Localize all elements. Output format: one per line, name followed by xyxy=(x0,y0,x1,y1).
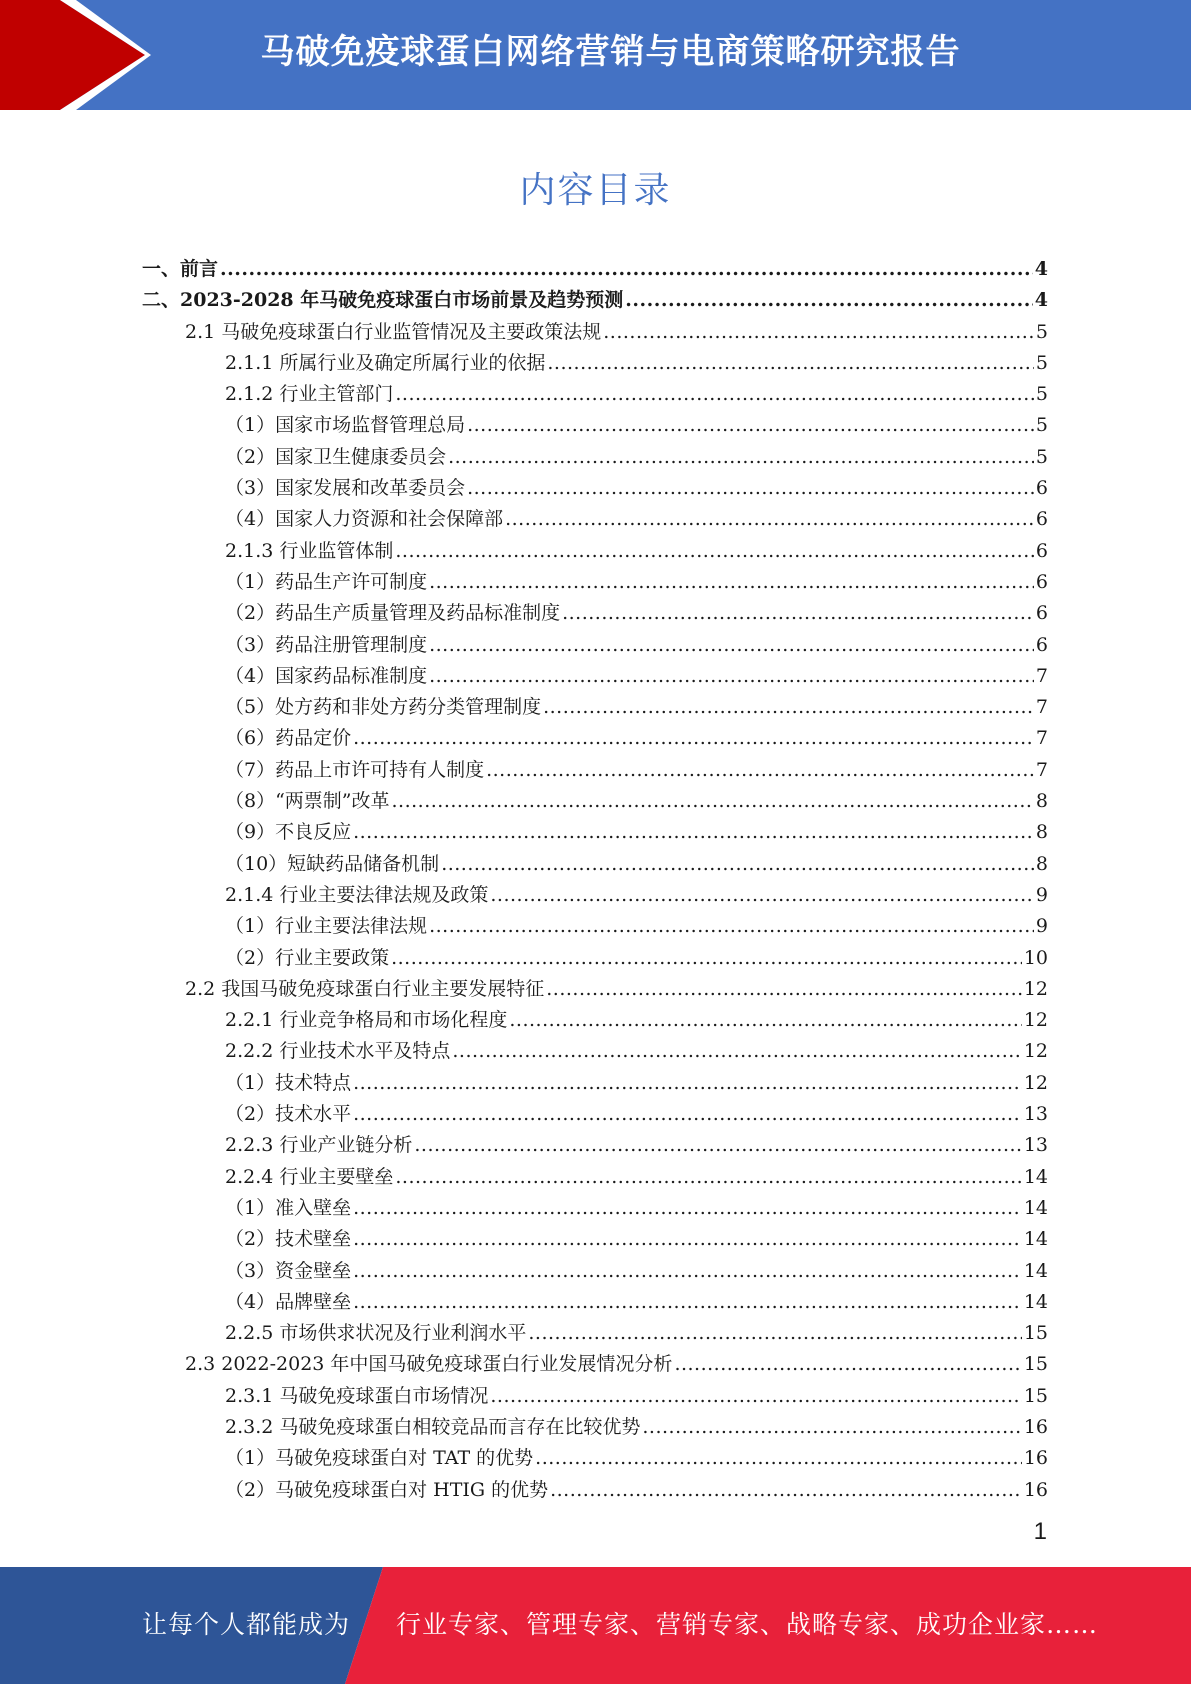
toc-entry[interactable] xyxy=(142,317,1048,348)
toc-entry-title: 二、2023-2028 年马破免疫球蛋白市场前景及趋势预测 xyxy=(142,289,624,312)
toc-dot-leader xyxy=(486,759,1034,781)
toc-entry-page: 6 xyxy=(1035,602,1048,625)
toc-entry[interactable] xyxy=(142,880,1048,911)
toc-entry[interactable] xyxy=(142,536,1048,567)
toc-entry-page: 7 xyxy=(1035,696,1048,719)
toc-entry-page: 12 xyxy=(1023,1040,1048,1063)
toc-dot-leader xyxy=(448,446,1034,468)
toc-dot-leader xyxy=(625,289,1033,311)
toc-entry-page: 14 xyxy=(1023,1290,1048,1313)
toc-entry[interactable] xyxy=(142,1068,1048,1099)
toc-dot-leader xyxy=(550,1479,1022,1501)
toc-entry-page: 5 xyxy=(1035,414,1048,437)
toc-entry[interactable] xyxy=(142,1256,1048,1287)
toc-entry-page: 5 xyxy=(1035,383,1048,406)
toc-entry-title: （4）国家药品标准制度 xyxy=(225,664,428,687)
toc-dot-leader xyxy=(452,1040,1021,1062)
toc-entry[interactable] xyxy=(142,473,1048,504)
toc-entry[interactable] xyxy=(142,692,1048,723)
toc-entry-page: 4 xyxy=(1034,289,1048,312)
toc-entry-page: 8 xyxy=(1035,821,1048,844)
toc-entry-title: （1）马破免疫球蛋白对 TAT 的优势 xyxy=(225,1447,534,1470)
toc-entry[interactable] xyxy=(142,1224,1048,1255)
toc-dot-leader xyxy=(353,1072,1022,1094)
toc-dot-leader xyxy=(505,508,1034,530)
toc-entry-title: （1）行业主要法律法规 xyxy=(225,915,428,938)
toc-dot-leader xyxy=(535,1447,1022,1469)
toc-entry-title: 2.2 我国马破免疫球蛋白行业主要发展特征 xyxy=(185,977,545,1000)
toc-entry-page: 14 xyxy=(1023,1165,1048,1188)
toc-entry-page: 7 xyxy=(1035,727,1048,750)
toc-dot-leader xyxy=(353,727,1034,749)
toc-entry-page: 14 xyxy=(1023,1196,1048,1219)
toc-dot-leader xyxy=(490,1385,1021,1407)
toc-dot-leader xyxy=(429,665,1034,687)
toc-dot-leader xyxy=(429,634,1034,656)
toc-entry[interactable] xyxy=(142,755,1048,786)
toc-entry-page: 6 xyxy=(1035,570,1048,593)
toc-dot-leader xyxy=(441,853,1034,875)
toc-entry-page: 16 xyxy=(1023,1478,1048,1501)
toc-dot-leader xyxy=(562,602,1034,624)
toc-entry-title: 2.2.3 行业产业链分析 xyxy=(225,1134,413,1157)
toc-entry-page: 6 xyxy=(1035,477,1048,500)
toc-entry-title: 2.2.2 行业技术水平及特点 xyxy=(225,1040,451,1063)
toc-entry-page: 15 xyxy=(1023,1353,1048,1376)
toc-entry-title: （1）技术特点 xyxy=(225,1071,352,1094)
table-of-contents xyxy=(142,254,1048,1506)
toc-entry-title: 2.1 马破免疫球蛋白行业监管情况及主要政策法规 xyxy=(185,320,602,343)
header-banner xyxy=(0,0,1191,110)
toc-entry-title: （5）处方药和非处方药分类管理制度 xyxy=(225,696,542,719)
toc-entry-page: 13 xyxy=(1023,1103,1048,1126)
toc-dot-leader xyxy=(395,1166,1021,1188)
toc-entry-title: 2.1.2 行业主管部门 xyxy=(225,383,394,406)
toc-entry[interactable] xyxy=(142,786,1048,817)
toc-entry[interactable] xyxy=(142,1318,1048,1349)
toc-entry-page: 12 xyxy=(1023,1071,1048,1094)
toc-entry-title: （2）国家卫生健康委员会 xyxy=(225,445,447,468)
toc-entry-page: 5 xyxy=(1035,320,1048,343)
toc-dot-leader xyxy=(429,915,1034,937)
toc-entry[interactable] xyxy=(142,817,1048,848)
toc-entry-page: 4 xyxy=(1034,258,1048,280)
toc-entry-title: 2.2.5 市场供求状况及行业利润水平 xyxy=(225,1322,527,1345)
toc-entry-page: 7 xyxy=(1035,664,1048,687)
toc-dot-leader xyxy=(353,821,1034,843)
toc-entry-title: （1）准入壁垒 xyxy=(225,1196,352,1219)
toc-entry-page: 6 xyxy=(1035,508,1048,531)
toc-entry-page: 5 xyxy=(1035,445,1048,468)
toc-entry-page: 13 xyxy=(1023,1134,1048,1157)
toc-dot-leader xyxy=(429,571,1034,593)
toc-entry-title: （2）技术水平 xyxy=(225,1103,352,1126)
toc-entry-page: 12 xyxy=(1023,977,1048,1000)
toc-entry-title: （2）药品生产质量管理及药品标准制度 xyxy=(225,602,561,625)
toc-entry-page: 8 xyxy=(1035,852,1048,875)
report-title: 马破免疫球蛋白网络营销与电商策略研究报告 xyxy=(260,32,961,72)
toc-entry[interactable] xyxy=(142,849,1048,880)
toc-entry[interactable] xyxy=(142,1349,1048,1380)
toc-entry[interactable] xyxy=(142,723,1048,754)
toc-entry-page: 6 xyxy=(1035,539,1048,562)
toc-dot-leader xyxy=(353,1228,1022,1250)
toc-entry-page: 14 xyxy=(1023,1228,1048,1251)
toc-entry[interactable] xyxy=(142,1412,1048,1443)
toc-entry[interactable] xyxy=(142,1099,1048,1130)
toc-dot-leader xyxy=(395,383,1034,405)
toc-entry-title: （1）药品生产许可制度 xyxy=(225,570,428,593)
toc-entry[interactable] xyxy=(142,348,1048,379)
toc-entry[interactable] xyxy=(142,1162,1048,1193)
toc-entry-page: 15 xyxy=(1023,1322,1048,1345)
toc-dot-leader xyxy=(490,884,1034,906)
toc-entry-title: （10）短缺药品储备机制 xyxy=(225,852,440,875)
toc-entry-title: 2.1.3 行业监管体制 xyxy=(225,539,394,562)
toc-entry[interactable] xyxy=(142,1475,1048,1506)
toc-dot-leader xyxy=(392,790,1034,812)
toc-entry-title: 2.3.1 马破免疫球蛋白市场情况 xyxy=(225,1384,489,1407)
toc-dot-leader xyxy=(353,1197,1022,1219)
toc-entry-title: （1）国家市场监督管理总局 xyxy=(225,414,466,437)
toc-entry-title: （7）药品上市许可持有人制度 xyxy=(225,758,485,781)
toc-entry[interactable] xyxy=(142,1381,1048,1412)
toc-entry-page: 16 xyxy=(1023,1415,1048,1438)
toc-entry-page: 14 xyxy=(1023,1259,1048,1282)
toc-entry-page: 8 xyxy=(1035,790,1048,813)
footer-slogan-right: 行业专家、管理专家、营销专家、战略专家、成功企业家…… xyxy=(396,1610,1099,1639)
footer-banner xyxy=(0,1567,1191,1684)
toc-entry[interactable] xyxy=(142,1287,1048,1318)
toc-dot-leader xyxy=(528,1322,1021,1344)
toc-dot-leader xyxy=(467,477,1034,499)
toc-dot-leader xyxy=(395,540,1034,562)
toc-dot-leader xyxy=(414,1134,1021,1156)
toc-entry[interactable] xyxy=(142,1005,1048,1036)
toc-entry-title: （3）药品注册管理制度 xyxy=(225,633,428,656)
toc-dot-leader xyxy=(674,1353,1021,1375)
toc-dot-leader xyxy=(353,1291,1022,1313)
toc-entry[interactable] xyxy=(142,379,1048,410)
toc-entry-page: 9 xyxy=(1035,915,1048,938)
page-number: 1 xyxy=(1033,1518,1047,1545)
toc-entry[interactable] xyxy=(142,1443,1048,1474)
toc-dot-leader xyxy=(220,258,1033,280)
toc-entry-page: 5 xyxy=(1035,351,1048,374)
toc-dot-leader xyxy=(467,414,1034,436)
toc-entry-page: 6 xyxy=(1035,633,1048,656)
toc-entry-title: 2.1.1 所属行业及确定所属行业的依据 xyxy=(225,351,546,374)
toc-entry-title: 2.2.1 行业竞争格局和市场化程度 xyxy=(225,1009,508,1032)
toc-entry-title: （3）国家发展和改革委员会 xyxy=(225,477,466,500)
toc-dot-leader xyxy=(391,947,1022,969)
toc-entry[interactable] xyxy=(142,598,1048,629)
toc-entry-title: （8）“两票制”改革 xyxy=(225,790,390,813)
toc-entry-title: （6）药品定价 xyxy=(225,727,352,750)
toc-entry[interactable] xyxy=(142,943,1048,974)
toc-entry[interactable] xyxy=(142,410,1048,441)
toc-dot-leader xyxy=(603,321,1034,343)
toc-dot-leader xyxy=(642,1416,1021,1438)
toc-entry-page: 7 xyxy=(1035,758,1048,781)
toc-entry[interactable] xyxy=(142,1130,1048,1161)
toc-entry[interactable] xyxy=(142,630,1048,661)
toc-entry-title: （9）不良反应 xyxy=(225,821,352,844)
toc-entry-title: （2）技术壁垒 xyxy=(225,1228,352,1251)
toc-entry-page: 10 xyxy=(1023,946,1048,969)
toc-entry-title: （4）品牌壁垒 xyxy=(225,1290,352,1313)
toc-entry-title: （2）行业主要政策 xyxy=(225,946,390,969)
toc-entry-page: 12 xyxy=(1023,1009,1048,1032)
toc-entry-title: （3）资金壁垒 xyxy=(225,1259,352,1282)
toc-dot-leader xyxy=(543,696,1034,718)
toc-entry[interactable] xyxy=(142,567,1048,598)
toc-entry[interactable] xyxy=(142,1193,1048,1224)
toc-entry-title: （2）马破免疫球蛋白对 HTIG 的优势 xyxy=(225,1478,549,1501)
toc-entry[interactable] xyxy=(142,974,1048,1005)
toc-dot-leader xyxy=(547,352,1034,374)
toc-entry-title: 2.3.2 马破免疫球蛋白相较竞品而言存在比较优势 xyxy=(225,1415,641,1438)
toc-entry[interactable] xyxy=(142,504,1048,535)
toc-entry-title: 2.1.4 行业主要法律法规及政策 xyxy=(225,883,489,906)
toc-dot-leader xyxy=(353,1103,1022,1125)
toc-entry-page: 16 xyxy=(1023,1447,1048,1470)
toc-heading: 内容目录 xyxy=(519,170,672,211)
toc-entry[interactable] xyxy=(142,1036,1048,1067)
toc-dot-leader xyxy=(353,1260,1022,1282)
toc-entry[interactable] xyxy=(142,285,1048,316)
toc-dot-leader xyxy=(509,1009,1021,1031)
toc-entry[interactable] xyxy=(142,911,1048,942)
toc-entry-page: 15 xyxy=(1023,1384,1048,1407)
toc-entry[interactable] xyxy=(142,442,1048,473)
toc-dot-leader xyxy=(546,978,1022,1000)
toc-entry[interactable] xyxy=(142,254,1048,285)
toc-entry-title: 一、前言 xyxy=(142,258,219,280)
toc-entry[interactable] xyxy=(142,661,1048,692)
footer-slogan-left: 让每个人都能成为 xyxy=(142,1610,351,1639)
toc-entry-title: 2.2.4 行业主要壁垒 xyxy=(225,1165,394,1188)
toc-entry-title: 2.3 2022-2023 年中国马破免疫球蛋白行业发展情况分析 xyxy=(185,1353,673,1376)
toc-entry-title: （4）国家人力资源和社会保障部 xyxy=(225,508,504,531)
toc-entry-page: 9 xyxy=(1035,883,1048,906)
